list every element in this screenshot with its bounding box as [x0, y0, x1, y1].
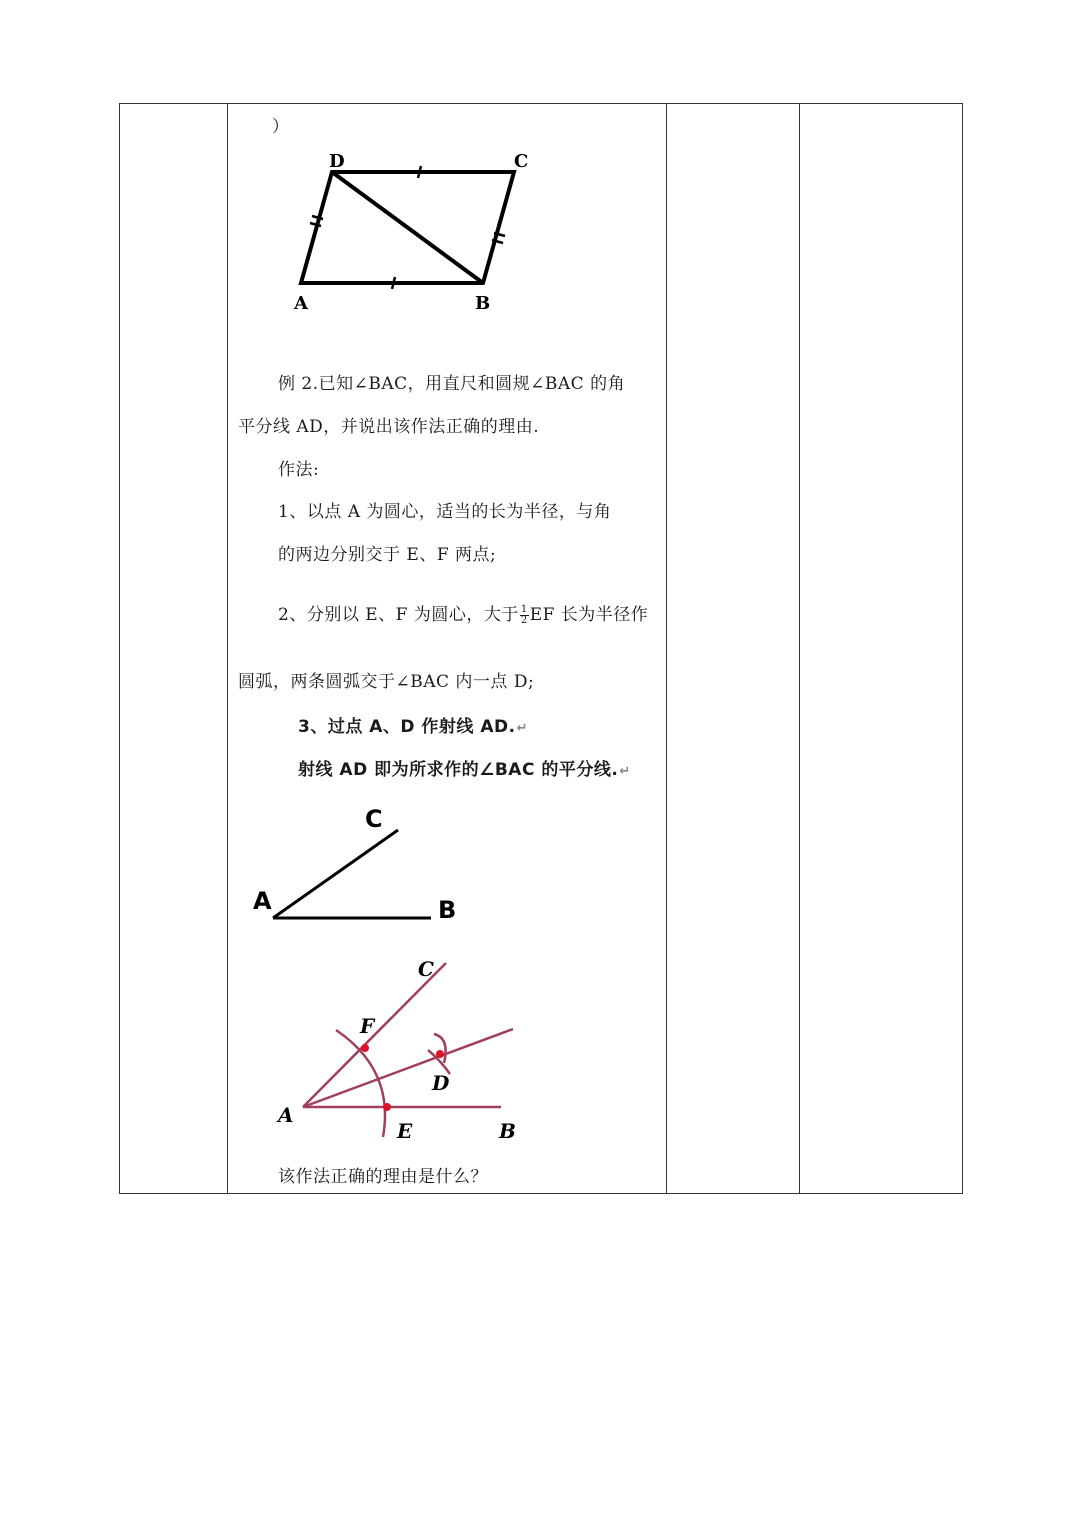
example-line-2: 平分线 AD，并说出该作法正确的理由.	[238, 417, 540, 437]
label-a: A	[278, 1103, 294, 1127]
conclusion: 射线 AD 即为所求作的∠BAC 的平分线.↵	[298, 760, 631, 780]
label-c: C	[514, 151, 529, 172]
return-mark-icon: ↵	[516, 721, 528, 736]
return-mark-icon: ↵	[619, 764, 631, 779]
table-bottom-border	[119, 1193, 963, 1194]
half-fraction: $\frac{1}{2}$	[520, 604, 528, 626]
parallelogram-figure	[280, 140, 550, 320]
step-2-before: 2、分别以 E、F 为圆心，大于	[278, 605, 519, 625]
point-e	[383, 1103, 391, 1111]
arc-ef	[336, 1030, 385, 1137]
step-1-line-1: 1、以点 A 为圆心，适当的长为半径，与角	[278, 502, 612, 522]
label-d: D	[329, 151, 345, 172]
example-line-1: 例 2.已知∠BAC，用直尺和圆规∠BAC 的角	[278, 374, 626, 394]
step-3: 3、过点 A、D 作射线 AD.↵	[298, 717, 528, 737]
diagonal-db	[332, 172, 483, 283]
point-d	[436, 1050, 444, 1058]
question: 该作法正确的理由是什么？	[278, 1167, 488, 1187]
step-1-line-2: 的两边分别交于 E、F 两点;	[278, 545, 497, 565]
label-a: A	[294, 293, 308, 314]
label-d: D	[432, 1071, 450, 1095]
angle-bac-figure	[245, 800, 475, 930]
bisector-ad	[303, 1029, 513, 1107]
method-label: 作法:	[278, 460, 320, 480]
continued-paren: ）	[272, 117, 290, 137]
label-b: B	[475, 293, 491, 314]
table-col-line-1	[119, 103, 120, 1194]
table-col-line-5	[962, 103, 963, 1194]
tick-ab	[392, 277, 395, 289]
bisector-construction-figure	[270, 950, 530, 1150]
step-2-after: EF 长为半径作	[529, 605, 649, 625]
table-col-line-4	[799, 103, 800, 1194]
label-b: B	[438, 896, 457, 924]
label-c: C	[365, 805, 383, 833]
table-col-line-3	[666, 103, 667, 1194]
ray-ac	[273, 830, 398, 918]
point-f	[361, 1044, 369, 1052]
label-f: F	[360, 1014, 375, 1038]
ray-ac	[303, 963, 446, 1107]
label-a: A	[253, 887, 272, 915]
step-2-line-1	[278, 600, 648, 626]
table-top-border	[119, 103, 963, 104]
tick-dc	[418, 166, 421, 178]
label-b: B	[499, 1119, 516, 1143]
label-c: C	[418, 957, 434, 981]
table-col-line-2	[227, 103, 228, 1194]
label-e: E	[397, 1119, 413, 1143]
step-2-line-2: 圆弧，两条圆弧交于∠BAC 内一点 D;	[238, 672, 535, 692]
